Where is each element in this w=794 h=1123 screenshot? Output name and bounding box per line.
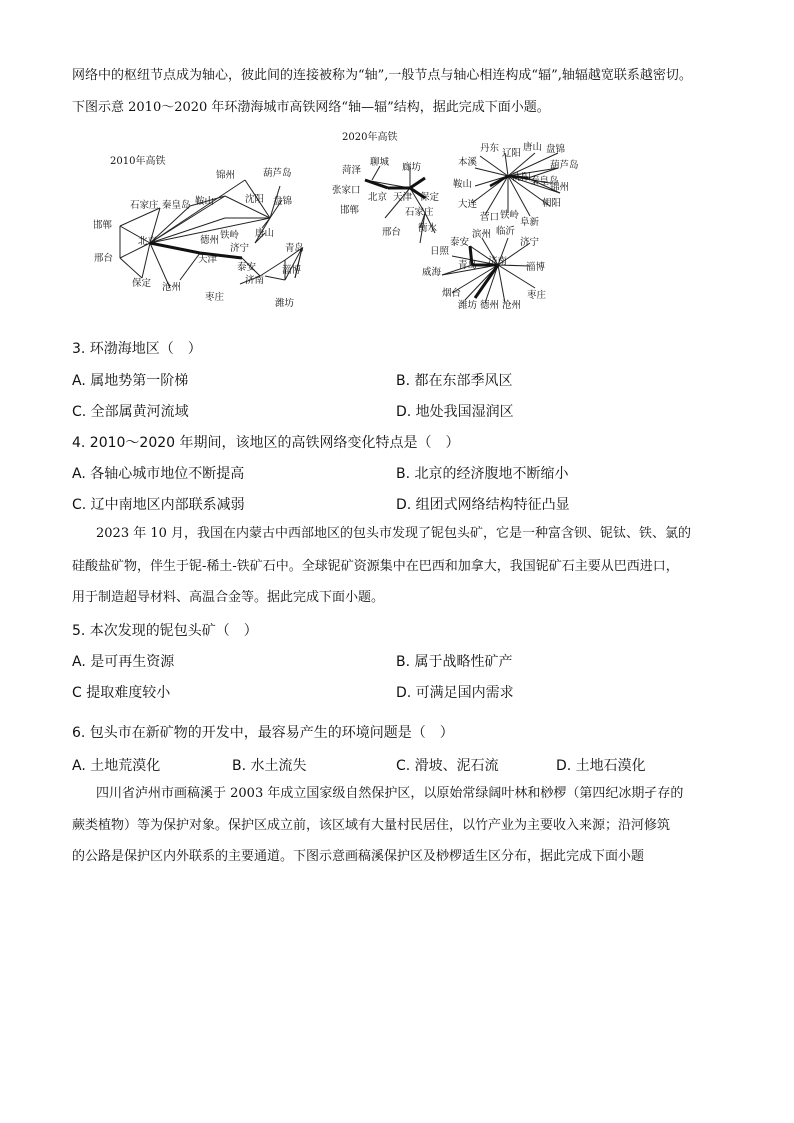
city-2010-15: 青岛: [285, 243, 305, 254]
city-g3-3: 日照: [430, 246, 450, 257]
city-2010-9: 德州: [200, 235, 220, 246]
city-2010-0: 锦州: [216, 170, 236, 181]
q4-option-a[interactable]: A. 各轴心城市地位不断提高: [72, 466, 245, 482]
city-2010-19: 沧州: [162, 282, 182, 293]
passage2-line-2: 硅酸盐矿物，伴生于铌-稀土-铁矿石中。全球铌矿资源集中在巴西和加拿大，我国铌矿石主要从巴西进口，: [72, 559, 679, 574]
city-g2-5: 葫芦岛: [550, 160, 579, 171]
city-g1-5: 天津: [393, 192, 413, 203]
q4-stem: 4. 2010～2020 年期间，该地区的高铁网络变化特点是（ ）: [72, 435, 460, 451]
city-2010-3: 沈阳: [245, 194, 265, 205]
intro-line-1: 网络中的枢纽节点成为轴心，彼此间的连接被称为“轴”,一般节点与轴心相连构成“辐”,轴辐越宽联系越密切。: [72, 68, 692, 83]
q6-option-d[interactable]: D. 土地石漠化: [556, 758, 646, 774]
city-g3-4: 泰安: [450, 237, 470, 248]
q5-option-d[interactable]: D. 可满足国内需求: [396, 685, 514, 701]
city-2010-5: 石家庄: [130, 200, 159, 211]
city-g3-11: 德州: [480, 300, 500, 311]
city-2010-11: 唐山: [255, 228, 275, 239]
passage3-line-1: 四川省泸州市画稿溪于 2003 年成立国家级自然保护区，以原始常绿阔叶林和桫椤（第四纪冰期孑存的: [96, 786, 684, 801]
city-g1-2: 廊坊: [402, 162, 422, 173]
city-g2-9: 锦州: [550, 182, 570, 193]
city-g2-0: 丹东: [480, 143, 500, 154]
city-g1-1: 聊城: [370, 157, 390, 168]
q4-option-c[interactable]: C. 辽中南地区内部联系减弱: [72, 497, 245, 513]
city-g1-10: 邢台: [382, 227, 402, 238]
q5-option-c[interactable]: C 提取难度较小: [72, 685, 171, 701]
city-g3-9: 烟台: [442, 288, 462, 299]
map-2020-title: 2020年高铁: [342, 132, 398, 143]
q3-option-d[interactable]: D. 地处我国湿润区: [396, 404, 514, 420]
city-2010-13: 邢台: [94, 253, 114, 264]
passage3-line-3: 的公路是保护区内外联系的主要通道。下图示意画稿溪保护区及桫椤适生区分布，据此完成下面小题: [72, 849, 645, 864]
q4-option-b[interactable]: B. 北京的经济腹地不断缩小: [396, 466, 569, 482]
q6-stem: 6. 包头市在新矿物的开发中，最容易产生的环境问题是（ ）: [72, 725, 454, 741]
city-g2-6: 鞍山: [453, 179, 473, 190]
city-g2-2: 唐山: [523, 142, 543, 153]
city-g3-7: 青岛: [458, 260, 478, 271]
city-2010-1: 葫芦岛: [263, 168, 292, 179]
q3-option-b[interactable]: B. 都在东部季风区: [396, 373, 513, 389]
city-2010-12: 济宁: [230, 243, 250, 254]
q3-option-c[interactable]: C. 全部属黄河流域: [72, 404, 189, 420]
city-2010-16: 泰安: [237, 262, 257, 273]
city-g1-9: 衡水: [418, 223, 438, 234]
city-2010-2: 鞍山: [195, 196, 215, 207]
map-2010-title: 2010年高铁: [110, 156, 166, 167]
city-g1-3: 张家口: [332, 185, 361, 196]
city-g3-6: 威海: [422, 267, 442, 278]
city-g1-4: 北京: [368, 192, 388, 203]
city-g3-8: 淄博: [526, 262, 546, 273]
city-g2-7: 沈阳: [512, 172, 532, 183]
city-2010-18: 保定: [132, 278, 152, 289]
city-g1-0: 菏泽: [342, 165, 362, 176]
city-g2-10: 朝阳: [542, 198, 562, 209]
passage2-line-1: 2023 年 10 月，我国在内蒙古中西部地区的包头市发现了铌包头矿，它是一种富含钡、铌钛、铁、氯的: [96, 526, 692, 541]
city-g3-5: 济南: [488, 256, 508, 267]
q5-option-b[interactable]: B. 属于战略性矿产: [396, 654, 513, 670]
passage3-line-2: 蕨类植物）等为保护对象。保护区成立前，该区域有大量村民居住，以竹产业为主要收入来源；沿河修筑: [72, 818, 671, 833]
city-2010-6: 秦皇岛: [162, 200, 191, 211]
q3-option-a[interactable]: A. 属地势第一阶梯: [72, 373, 189, 389]
q4-option-d[interactable]: D. 组团式网络结构特征凸显: [396, 497, 570, 513]
city-2010-20: 济南: [245, 275, 265, 286]
city-g3-0: 滨州: [472, 229, 492, 240]
city-2010-10: 铁岭: [220, 230, 240, 241]
city-2010-14: 天津: [198, 254, 218, 265]
city-g3-1: 临沂: [496, 226, 516, 237]
city-2010-21: 枣庄: [205, 292, 225, 303]
city-2010-8: 北京: [138, 236, 158, 247]
intro-line-2: 下图示意 2010～2020 年环渤海城市高铁网络“轴—辐”结构，据此完成下面小题。: [72, 100, 550, 115]
city-2010-22: 潍坊: [275, 298, 295, 309]
city-g3-13: 枣庄: [527, 290, 547, 301]
q5-stem: 5. 本次发现的铌包头矿（ ）: [72, 623, 258, 639]
q6-option-c[interactable]: C. 滑坡、泥石流: [396, 758, 499, 774]
city-g1-6: 保定: [420, 192, 440, 203]
q5-option-a[interactable]: A. 是可再生资源: [72, 654, 175, 670]
city-g1-8: 石家庄: [405, 207, 434, 218]
city-2010-7: 邯郸: [93, 220, 113, 231]
city-g2-1: 辽阳: [502, 148, 522, 159]
city-g2-11: 大连: [458, 199, 478, 210]
city-2010-17: 淄博: [282, 265, 302, 276]
passage2-line-3: 用于制造超导材料、高温合金等。据此完成下面小题。: [72, 590, 385, 605]
rail-network-figure: [80, 128, 640, 316]
city-g3-2: 济宁: [520, 237, 540, 248]
q6-option-b[interactable]: B. 水土流失: [232, 758, 307, 774]
city-2010-4: 盘锦: [273, 196, 293, 207]
city-g3-10: 潍坊: [458, 300, 478, 311]
city-g2-4: 本溪: [458, 157, 478, 168]
q6-option-a[interactable]: A. 土地荒漠化: [72, 758, 161, 774]
city-g2-12: 营口: [480, 212, 500, 223]
city-g2-13: 铁岭: [500, 210, 520, 221]
city-g2-3: 盘锦: [546, 144, 566, 155]
city-g2-8: 秦皇岛: [530, 176, 559, 187]
q3-stem: 3. 环渤海地区（ ）: [72, 341, 202, 357]
city-g3-12: 沧州: [502, 300, 522, 311]
city-g1-7: 邯郸: [340, 205, 360, 216]
city-g2-14: 阜新: [520, 217, 540, 228]
